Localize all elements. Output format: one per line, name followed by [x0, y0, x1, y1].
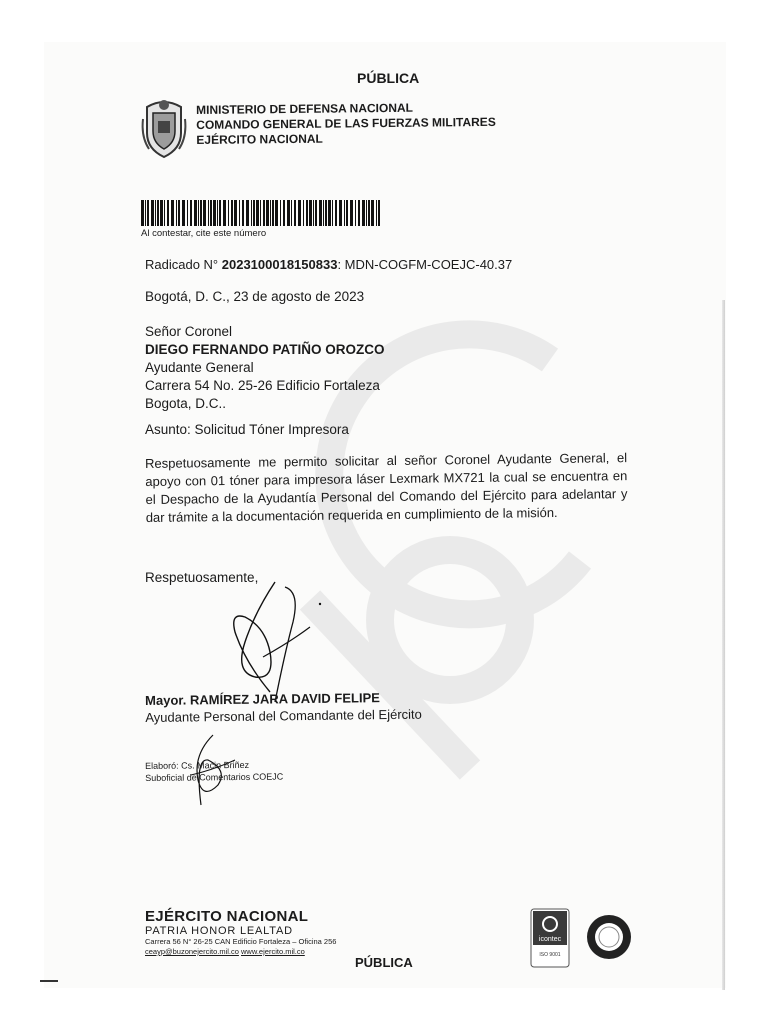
barcode-bar — [368, 200, 370, 226]
barcode-bar — [145, 200, 146, 226]
footer-motto: PATRIA HONOR LEALTAD — [145, 925, 293, 937]
barcode-bar — [251, 200, 252, 226]
barcode-bar — [309, 200, 312, 226]
barcode-bar — [147, 200, 149, 226]
footer-address: Carrera 56 N° 26-25 CAN Edificio Fortaleza – Oficina 256 — [145, 937, 337, 946]
recipient-name: DIEGO FERNANDO PATIÑO OROZCO — [145, 342, 385, 357]
barcode-bar — [272, 200, 274, 226]
footer-web: www.ejercito.mil.co — [241, 947, 305, 956]
footer-block — [145, 908, 336, 957]
prepared-by — [145, 759, 283, 784]
barcode-bar — [298, 200, 301, 226]
recipient-block — [145, 323, 385, 413]
barcode-bar — [362, 200, 365, 226]
barcode-bar — [366, 200, 367, 226]
scan-mark — [40, 980, 58, 982]
header-line-army: EJÉRCITO NACIONAL — [196, 131, 323, 147]
radicado-line — [145, 256, 512, 273]
barcode-bar — [198, 200, 199, 226]
barcode-bar — [208, 200, 209, 226]
barcode-bar — [339, 200, 342, 226]
barcode-bar — [319, 200, 322, 226]
signature-icon — [215, 572, 330, 707]
icontec-certification-icon — [530, 908, 570, 968]
barcode-bar — [306, 200, 308, 226]
signer-rank: Mayor. — [145, 692, 187, 708]
barcode-bar — [287, 200, 290, 226]
signer-block — [145, 689, 422, 726]
barcode-bar — [283, 200, 285, 226]
barcode-bar — [182, 200, 185, 226]
barcode-bar — [223, 200, 226, 226]
barcode-bar — [210, 200, 212, 226]
footer-email: ceayp@buzonejercito.mil.co — [145, 947, 239, 956]
barcode-bar — [350, 200, 353, 226]
footer-contact — [145, 947, 336, 957]
barcode-bar — [371, 200, 374, 226]
radicado-suffix: : MDN-COGFM-COEJC-40.37 — [337, 257, 513, 272]
icontec-label: icontec — [538, 936, 562, 943]
header-line-ministry: MINISTERIO DE DEFENSA NACIONAL — [196, 100, 414, 117]
barcode-bar — [323, 200, 324, 226]
barcode-bar — [167, 200, 169, 226]
barcode-bar — [313, 200, 314, 226]
barcode-note: Al contestar, cite este número — [141, 228, 267, 239]
radicado-number: 2023100018150833 — [221, 257, 338, 272]
iso-label: ISO 9001 — [539, 952, 561, 958]
barcode-bar — [151, 200, 154, 226]
certification-seal-icon — [585, 913, 633, 961]
barcode-bar — [315, 200, 317, 226]
header-line-command: COMANDO GENERAL DE LAS FUERZAS MILITARES — [196, 114, 496, 132]
barcode-bar — [294, 200, 296, 226]
header-organization — [196, 100, 496, 148]
barcode-bar — [303, 200, 304, 226]
prepared-by-line1: Elaboró: Cs. Macin Briñez — [145, 759, 250, 771]
barcode-bar — [187, 200, 188, 226]
barcode-bar — [239, 200, 240, 226]
barcode-bar — [171, 200, 174, 226]
barcode-bar — [260, 200, 261, 226]
barcode-bar — [335, 200, 337, 226]
barcode-bar — [203, 200, 206, 226]
page-edge-shadow — [722, 300, 725, 990]
barcode-bar — [228, 200, 229, 226]
barcode-bar — [194, 200, 197, 226]
barcode-bar — [270, 200, 271, 226]
barcode-bar — [178, 200, 180, 226]
barcode-bar — [256, 200, 259, 226]
signer-name: RAMÍREZ JARA DAVID FELIPE — [189, 690, 380, 708]
footer-org: EJÉRCITO NACIONAL — [145, 908, 309, 925]
barcode-bar — [263, 200, 265, 226]
recipient-title: Ayudante General — [145, 360, 254, 375]
subject-line: Asunto: Solicitud Tóner Impresora — [145, 422, 349, 437]
radicado-label: Radicado N° — [145, 257, 219, 272]
barcode-icon — [141, 200, 381, 226]
barcode-bar — [242, 200, 244, 226]
barcode-bar — [358, 200, 360, 226]
barcode-bar — [355, 200, 356, 226]
barcode-bar — [275, 200, 278, 226]
barcode-bar — [291, 200, 292, 226]
coat-of-arms-icon — [141, 97, 187, 159]
barcode-bar — [328, 200, 331, 226]
barcode-bar — [160, 200, 163, 226]
barcode-bar — [231, 200, 233, 226]
barcode-bar — [155, 200, 156, 226]
barcode-bar — [217, 200, 218, 226]
barcode-bar — [141, 200, 144, 226]
barcode-bar — [378, 200, 380, 226]
recipient-city: Bogota, D.C.. — [145, 396, 227, 411]
prepared-by-line2: Suboficial de Comentarios COEJC — [145, 771, 284, 783]
barcode-bar — [219, 200, 221, 226]
signer-position: Ayudante Personal del Comandante del Ejército — [145, 706, 422, 725]
barcode-bar — [200, 200, 202, 226]
barcode-bar — [234, 200, 237, 226]
barcode-bar — [176, 200, 177, 226]
recipient-salutation: Señor Coronel — [145, 324, 233, 339]
place-date: Bogotá, D. C., 23 de agosto de 2023 — [145, 289, 365, 304]
barcode-bar — [253, 200, 255, 226]
barcode-bar — [325, 200, 327, 226]
barcode-bar — [346, 200, 348, 226]
barcode-bar — [344, 200, 345, 226]
barcode-bar — [246, 200, 249, 226]
classification-bottom: PÚBLICA — [355, 955, 413, 970]
barcode-bar — [164, 200, 165, 226]
barcode-bar — [213, 200, 216, 226]
recipient-address: Carrera 54 No. 25-26 Edificio Fortaleza — [145, 378, 380, 393]
barcode-bar — [376, 200, 377, 226]
closing-line: Respetuosamente, — [145, 570, 259, 585]
barcode-bar — [157, 200, 159, 226]
body-paragraph: Respetuosamente me permito solicitar al señor Coronel Ayudante General, el apoyo con 01 tóner para impresora láser Lexmark MX721 la cual se encuentra en el Despacho de la Ayudantía Personal del Comando del Ejército para adelantar y dar trámite a la documentación requerida en cumplimiento de la misión. — [145, 450, 628, 525]
barcode-bar — [190, 200, 192, 226]
barcode-bar — [332, 200, 333, 226]
classification-top: PÚBLICA — [357, 70, 420, 86]
barcode-bar — [280, 200, 281, 226]
barcode-bar — [266, 200, 269, 226]
